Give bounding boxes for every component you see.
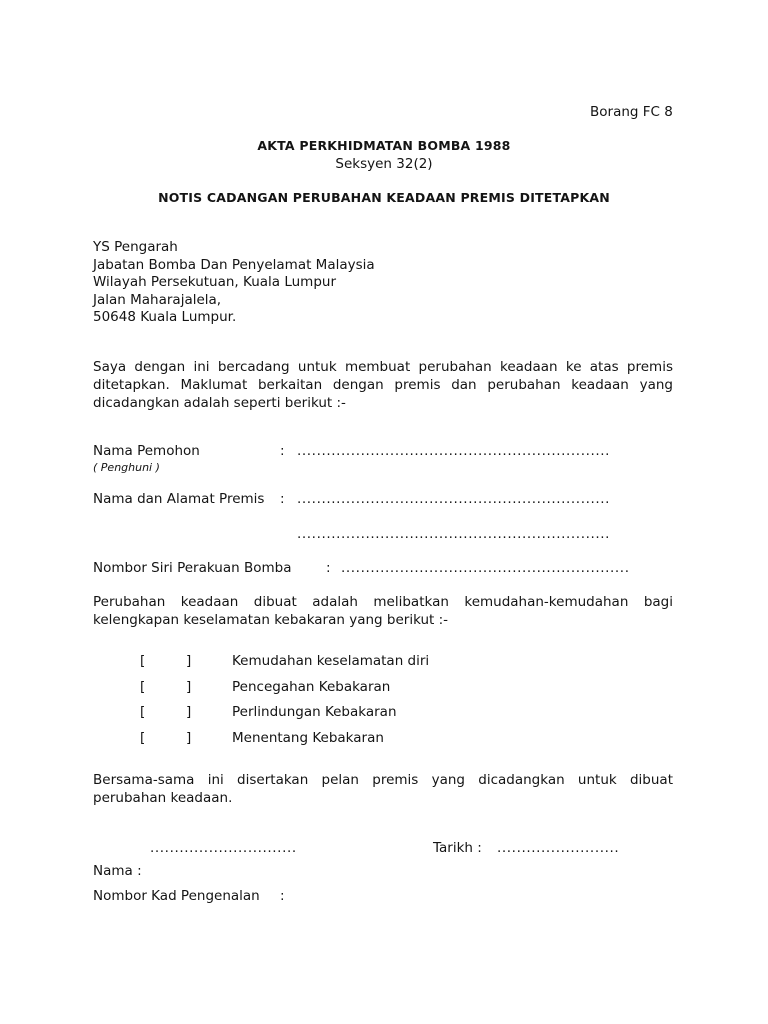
premises-dotted-line-2[interactable]: ................................................................ xyxy=(297,526,611,542)
field-colon: : xyxy=(326,560,331,576)
signature-dotted-line[interactable]: .............................. xyxy=(150,840,297,856)
address-line: Jalan Maharajalela, xyxy=(93,292,222,308)
facilities-paragraph: Perubahan keadaan dibuat adalah melibatkan kemudahan-kemudahan bagi kelengkapan keselamatan kebakaran yang berikut :- xyxy=(93,594,673,628)
address-line: 50648 Kuala Lumpur. xyxy=(93,309,237,325)
checkbox-close-bracket[interactable]: ] xyxy=(186,653,192,669)
address-line: Wilayah Persekutuan, Kuala Lumpur xyxy=(93,274,336,290)
applicant-label: Nama Pemohon xyxy=(93,443,200,459)
section-reference: Seksyen 32(2) xyxy=(335,156,433,172)
checkbox-close-bracket[interactable]: ] xyxy=(186,679,192,695)
checkbox-open-bracket[interactable]: [ xyxy=(140,704,146,720)
checkbox-close-bracket[interactable]: ] xyxy=(186,704,192,720)
checklist-item: Perlindungan Kebakaran xyxy=(232,704,397,720)
form-code: Borang FC 8 xyxy=(590,104,673,120)
checklist-item: Menentang Kebakaran xyxy=(232,730,384,746)
checkbox-open-bracket[interactable]: [ xyxy=(140,730,146,746)
cert-label: Nombor Siri Perakuan Bomba xyxy=(93,560,292,576)
cert-dotted-line[interactable]: ........................................................... xyxy=(341,560,630,576)
checkbox-close-bracket[interactable]: ] xyxy=(186,730,192,746)
checkbox-open-bracket[interactable]: [ xyxy=(140,653,146,669)
field-colon: : xyxy=(280,443,285,459)
premises-label: Nama dan Alamat Premis xyxy=(93,491,265,507)
checklist-item: Pencegahan Kebakaran xyxy=(232,679,391,695)
notice-title: NOTIS CADANGAN PERUBAHAN KEADAAN PREMIS DITETAPKAN xyxy=(158,190,610,205)
act-title: AKTA PERKHIDMATAN BOMBA 1988 xyxy=(257,138,511,153)
attachment-paragraph: Bersama-sama ini disertakan pelan premis yang dicadangkan untuk dibuat perubahan keadaan. xyxy=(93,772,673,806)
checkbox-open-bracket[interactable]: [ xyxy=(140,679,146,695)
date-label: Tarikh : xyxy=(433,840,482,856)
address-line: YS Pengarah xyxy=(93,239,178,255)
field-colon: : xyxy=(280,888,285,904)
applicant-sublabel: ( Penghuni ) xyxy=(93,461,160,474)
address-line: Jabatan Bomba Dan Penyelamat Malaysia xyxy=(93,257,375,273)
ic-label: Nombor Kad Pengenalan xyxy=(93,888,260,904)
premises-dotted-line[interactable]: ................................................................ xyxy=(297,491,611,507)
applicant-dotted-line[interactable]: ................................................................ xyxy=(297,443,611,459)
checklist-item: Kemudahan keselamatan diri xyxy=(232,653,430,669)
intro-paragraph: Saya dengan ini bercadang untuk membuat perubahan keadaan ke atas premis ditetapkan. Maklumat berkaitan dengan premis dan perubahan keadaan yang dicadangkan adalah seperti berikut :- xyxy=(93,359,673,411)
name-label: Nama : xyxy=(93,863,142,879)
field-colon: : xyxy=(280,491,285,507)
date-dotted-line[interactable]: ......................... xyxy=(497,840,620,856)
